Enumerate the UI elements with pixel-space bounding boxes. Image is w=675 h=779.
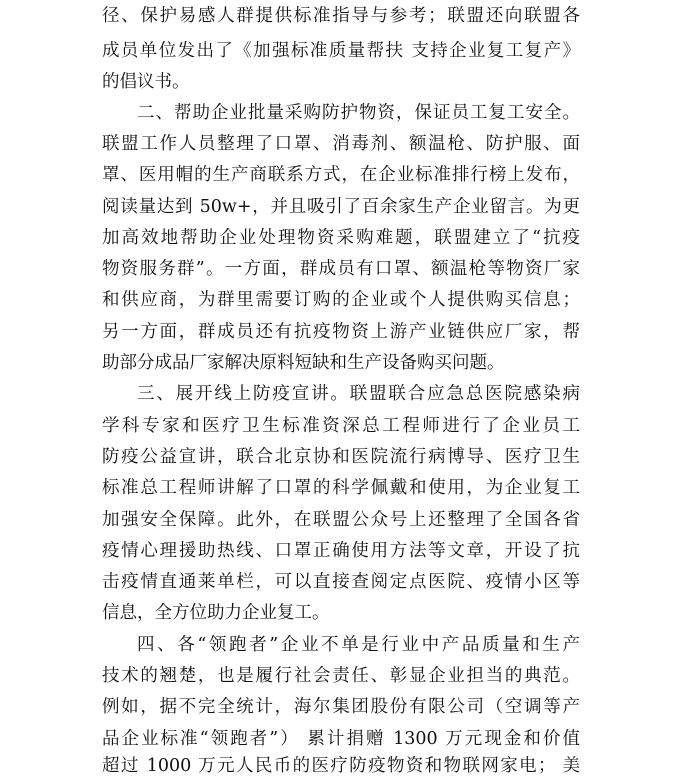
text-line: 的倡议书。 xyxy=(102,72,190,92)
text-line: 疫情心理援助热线、口罩正确使用方法等文章，开设了抗 xyxy=(102,541,580,561)
text-line: 加高效地帮助企业处理物资采购难题，联盟建立了“抗疫 xyxy=(102,228,580,248)
text-line: 和供应商，为群里需要订购的企业或个人提供购买信息； xyxy=(102,290,580,310)
text-line: 学科专家和医疗卫生标准资深总工程师进行了企业员工 xyxy=(102,416,580,436)
text-line: 加强安全保障。此外，在联盟公众号上还整理了全国各省 xyxy=(102,510,580,530)
text-line: 技术的翘楚，也是履行社会责任、彰显企业担当的典范。 xyxy=(102,666,580,686)
text-line: 品企业标准“领跑者”） 累计捐赠 1300 万元现金和价值 xyxy=(102,729,580,749)
paragraph-heading: 三、展开线上防疫宣讲。联盟联合应急总医院感染病 xyxy=(137,384,580,404)
text-line: 防疫公益宣讲，联合北京协和医院流行病博导、医疗卫生 xyxy=(102,447,580,467)
text-line: 击疫情直通莱单栏，可以直接查阅定点医院、疫情小区等 xyxy=(102,572,580,592)
text-line: 信息，全方位助力企业复工。 xyxy=(102,603,330,623)
text-line: 径、保护易感人群提供标准指导与参考；联盟还向联盟各 xyxy=(102,6,580,26)
text-line: 助部分成品厂家解决原料短缺和生产设备购买问题。 xyxy=(102,353,505,373)
paragraph-heading: 二、帮助企业批量采购防护物资，保证员工复工安全。 xyxy=(137,103,580,123)
text-line: 罩、医用帽的生产商联系方式，在企业标准排行榜上发布， xyxy=(102,165,580,185)
text-line: 超过 1000 万元人民币的医疗防疫物资和物联网家电； 美 xyxy=(102,756,580,776)
text-line: 另一方面，群成员还有抗疫物资上游产业链供应厂家，帮 xyxy=(102,322,580,342)
paragraph-heading: 四、各“领跑者”企业不单是行业中产品质量和生产 xyxy=(137,635,580,655)
text-line: 物资服务群”。一方面，群成员有口罩、额温枪等物资厂家 xyxy=(102,259,580,279)
text-line: 阅读量达到 50w+，并且吸引了百余家生产企业留言。为更 xyxy=(102,197,580,217)
text-line: 例如，据不完全统计，海尔集团股份有限公司（空调等产 xyxy=(102,697,580,717)
text-line: 联盟工作人员整理了口罩、消毒剂、额温枪、防护服、面 xyxy=(102,134,580,154)
text-line: 标准总工程师讲解了口罩的科学佩戴和使用，为企业复工 xyxy=(102,478,580,498)
text-line: 成员单位发出了《加强标准质量帮扶 支持企业复工复产》 xyxy=(102,41,580,61)
